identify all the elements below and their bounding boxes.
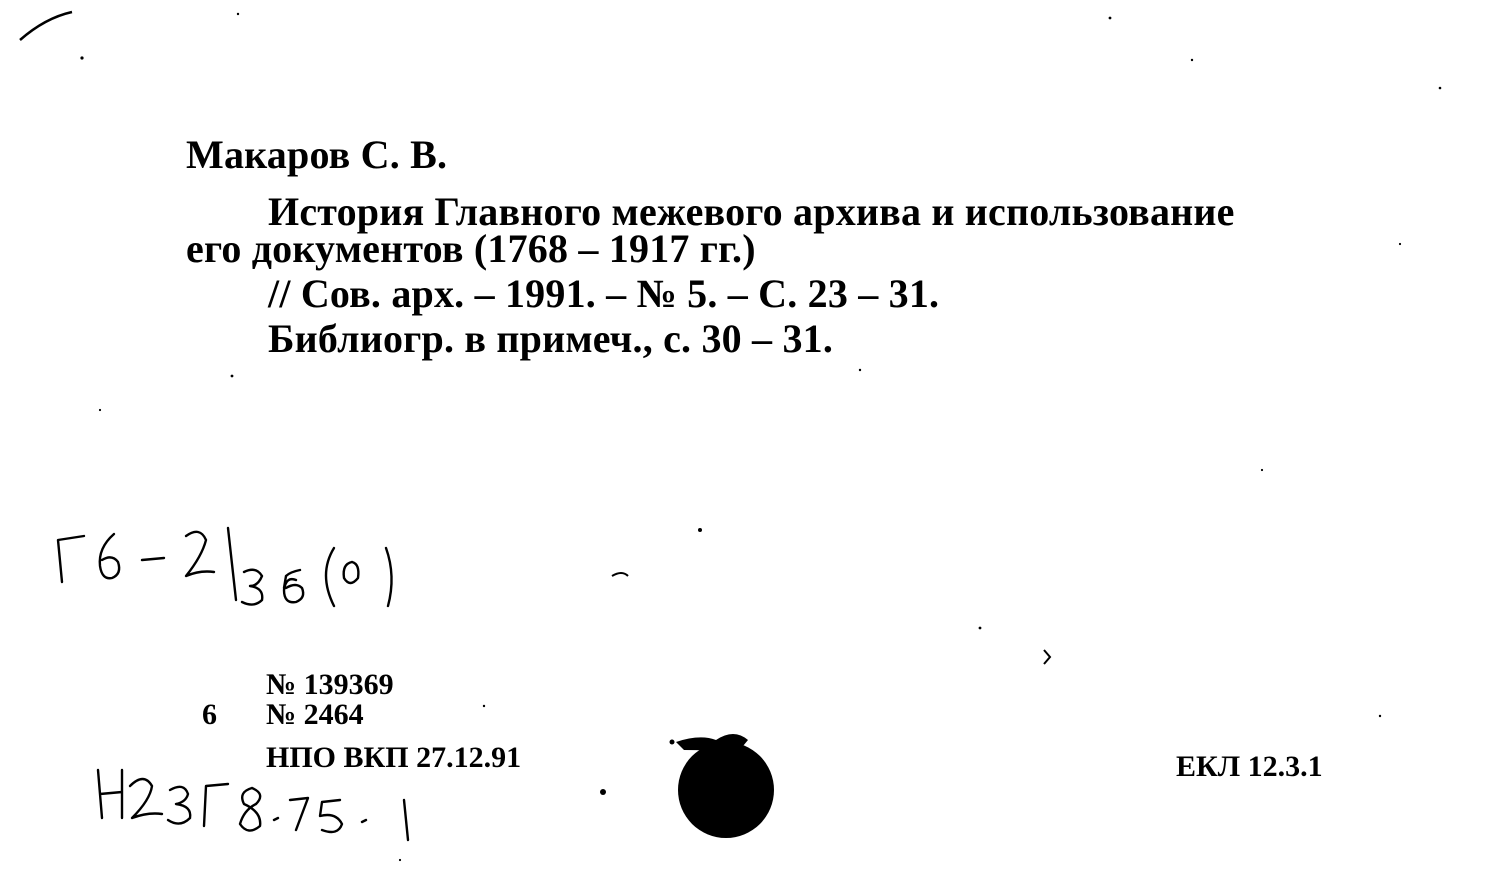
author-line: Макаров С. В. — [186, 132, 448, 177]
title-line-2: его документов (1768 – 1917 гг.) — [186, 226, 756, 271]
handwritten-shelfmark — [58, 528, 392, 606]
source-line: // Сов. арх. – 1991. – № 5. – С. 23 – 31. — [268, 271, 940, 316]
title-line-1: История Главного межевого архива и использование — [268, 189, 1235, 234]
issuer-date: НПО ВКП 27.12.91 — [266, 741, 522, 774]
second-number: № 2464 — [266, 698, 364, 731]
bibliography-note: Библиогр. в примеч., с. 30 – 31. — [268, 316, 834, 361]
inventory-number: № 139369 — [266, 668, 394, 701]
ink-blot — [670, 734, 775, 838]
handwritten-code — [98, 770, 408, 840]
classification-code: ЕКЛ 12.3.1 — [1176, 750, 1323, 783]
copies-count: 6 — [202, 698, 217, 731]
